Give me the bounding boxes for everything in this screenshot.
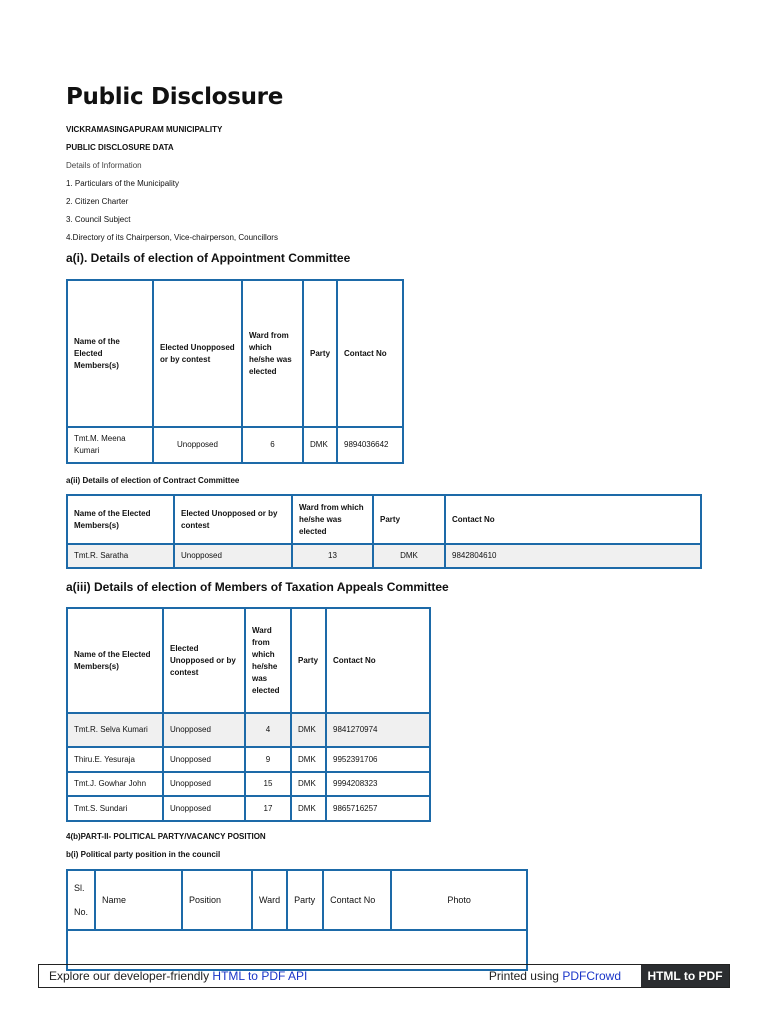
footer-text: Explore our developer-friendly: [49, 969, 213, 983]
disclosure-data-label: PUBLIC DISCLOSURE DATA: [66, 143, 174, 152]
info-item-3: 3. Council Subject: [66, 215, 131, 224]
header-cell: Name of the Elected Members(s): [67, 495, 174, 544]
header-cell: Ward: [252, 870, 287, 930]
details-label: Details of Information: [66, 161, 142, 170]
header-cell: Party: [291, 608, 326, 713]
table-cell: 9994208323: [326, 772, 430, 796]
contract-committee-table: [66, 494, 702, 569]
table-cell: 9894036642: [337, 427, 403, 463]
contract-committee-heading: a(ii) Details of election of Contract Committee: [66, 476, 240, 485]
table-cell: DMK: [291, 747, 326, 772]
header-cell: Contact No: [337, 280, 403, 427]
table-cell: Tmt.R. Saratha: [67, 544, 174, 568]
table-cell: DMK: [291, 713, 326, 747]
footer-right: [489, 969, 621, 983]
table-row: [67, 713, 430, 747]
header-cell: Ward from which he/she was elected: [242, 280, 303, 427]
html-to-pdf-button[interactable]: HTML to PDF: [641, 965, 729, 987]
header-cell: Ward from which he/she was elected: [292, 495, 373, 544]
table-cell: 9841270974: [326, 713, 430, 747]
political-party-subheading: b(i) Political party position in the council: [66, 850, 221, 859]
table-cell: 9: [245, 747, 291, 772]
appointment-committee-table: [66, 279, 404, 464]
header-cell: Party: [303, 280, 337, 427]
table-cell: DMK: [303, 427, 337, 463]
pdfcrowd-link[interactable]: PDFCrowd: [562, 969, 621, 983]
header-cell: Party: [373, 495, 445, 544]
table-cell: Unopposed: [163, 713, 245, 747]
table-cell: 17: [245, 796, 291, 821]
table-cell: Unopposed: [174, 544, 292, 568]
table-header-row: [67, 870, 527, 930]
municipality-name: VICKRAMASINGAPURAM MUNICIPALITY: [66, 125, 223, 134]
table-row: [67, 747, 430, 772]
table-cell: 4: [245, 713, 291, 747]
info-item-1: 1. Particulars of the Municipality: [66, 179, 179, 188]
appointment-committee-heading: a(i). Details of election of Appointment Committee: [66, 251, 351, 265]
table-cell: Unopposed: [153, 427, 242, 463]
header-cell: Elected Unopposed or by contest: [163, 608, 245, 713]
table-cell: 9952391706: [326, 747, 430, 772]
html-to-pdf-api-link[interactable]: HTML to PDF API: [212, 969, 308, 983]
header-cell: Elected Unopposed or by contest: [174, 495, 292, 544]
header-cell: Elected Unopposed or by contest: [153, 280, 242, 427]
header-cell: Party: [287, 870, 323, 930]
taxation-appeals-table: [66, 607, 431, 822]
table-row: [67, 427, 403, 463]
header-cell: Contact No: [445, 495, 701, 544]
table-cell: Unopposed: [163, 747, 245, 772]
footer-left: [49, 969, 307, 983]
table-header-row: [67, 608, 430, 713]
table-cell: DMK: [291, 772, 326, 796]
table-cell: DMK: [373, 544, 445, 568]
table-cell: 9842804610: [445, 544, 701, 568]
pdfcrowd-footer: [38, 964, 730, 988]
table-cell: 6: [242, 427, 303, 463]
header-cell: Name: [95, 870, 182, 930]
taxation-appeals-heading: a(iii) Details of election of Members of Taxation Appeals Committee: [66, 580, 449, 594]
table-row: [67, 772, 430, 796]
table-cell: 13: [292, 544, 373, 568]
table-row: [67, 796, 430, 821]
header-cell: Contact No: [326, 608, 430, 713]
table-cell: 15: [245, 772, 291, 796]
header-cell: Name of the Elected Members(s): [67, 280, 153, 427]
header-cell: Name of the Elected Members(s): [67, 608, 163, 713]
header-cell: Sl. No.: [67, 870, 95, 930]
table-cell: Tmt.J. Gowhar John: [67, 772, 163, 796]
table-header-row: [67, 280, 403, 427]
table-row: [67, 544, 701, 568]
header-cell: Contact No: [323, 870, 391, 930]
page-title: Public Disclosure: [66, 84, 283, 110]
political-party-table: [66, 869, 528, 971]
header-cell: Ward from which he/she was elected: [245, 608, 291, 713]
table-cell: Unopposed: [163, 772, 245, 796]
info-item-4: 4.Directory of its Chairperson, Vice-chairperson, Councillors: [66, 233, 278, 242]
header-cell: Photo: [391, 870, 527, 930]
political-party-heading: 4(b)PART-II- POLITICAL PARTY/VACANCY POSITION: [66, 832, 266, 841]
printed-using-text: Printed using: [488, 969, 563, 983]
table-cell: Tmt.S. Sundari: [67, 796, 163, 821]
table-cell: Tmt.M. Meena Kumari: [67, 427, 153, 463]
table-cell: Tmt.R. Selva Kumari: [67, 713, 163, 747]
info-item-2: 2. Citizen Charter: [66, 197, 129, 206]
table-cell: DMK: [291, 796, 326, 821]
table-cell: 9865716257: [326, 796, 430, 821]
header-cell: Position: [182, 870, 252, 930]
table-cell: Thiru.E. Yesuraja: [67, 747, 163, 772]
table-header-row: [67, 495, 701, 544]
table-cell: Unopposed: [163, 796, 245, 821]
